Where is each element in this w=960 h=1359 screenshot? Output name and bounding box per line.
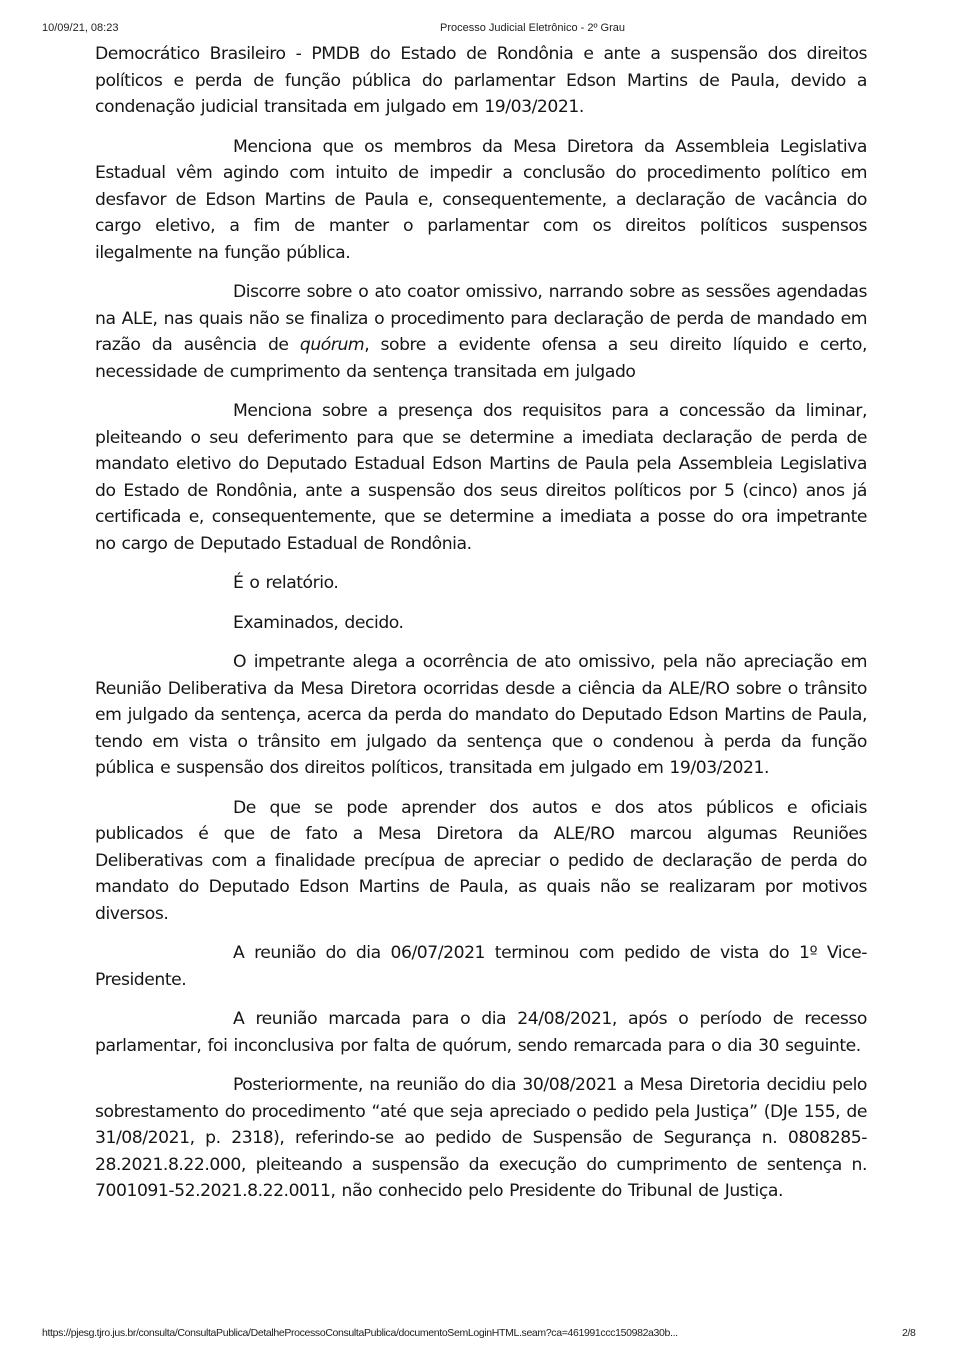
paragraph-text: Discorre sobre o ato coator omissivo, narrando sobre as sessões agendadas na ALE, nas quais não se finaliza o procedimento para declaração de perda de mandado em razão da ausência de xyxy=(95,282,867,355)
source-url: https://pjesg.tjro.jus.br/consulta/ConsultaPublica/DetalheProcessoConsultaPublica/documentoSemLoginHTML.seam?ca=461991ccc150982a30b... xyxy=(42,1327,678,1339)
page-footer xyxy=(0,1327,960,1341)
paragraph: Democrático Brasileiro - PMDB do Estado de Rondônia e ante a suspensão dos direitos políticos e perda de função pública do parlamentar Edson Martins de Paula, devido a condenação judicial transitada em julgado em 19/03/2021. xyxy=(95,44,867,117)
paragraph: A reunião do dia 06/07/2021 terminou com pedido de vista do 1º Vice-Presidente. xyxy=(95,943,867,990)
italic-term: quórum xyxy=(299,335,365,355)
paragraph: Menciona sobre a presença dos requisitos para a concessão da liminar, pleiteando o seu deferimento para que se determine a imediata declaração de perda de mandato eletivo do Deputado Estadual Edson Martins de Paula pela Assembleia Legislativa do Estado de Rondônia, ante a suspensão dos seus direitos políticos por 5 (cinco) anos já certificada e, consequentemente, que se determine a imediata a posse do ora impetrante no cargo de Deputado Estadual de Rondônia. xyxy=(95,401,867,554)
paragraph-text: , sobre a evidente ofensa a seu direito líquido e certo, necessidade de cumprimento da sentença transitada em julgado xyxy=(95,335,867,382)
paragraph: De que se pode aprender dos autos e dos atos públicos e oficiais publicados é que de fato a Mesa Diretora da ALE/RO marcou algumas Reuniões Deliberativas com a finalidade precípua de apreciar o pedido de declaração de perda do mandato do Deputado Edson Martins de Paula, as quais não se realizaram por motivos diversos. xyxy=(95,797,867,924)
paragraph: A reunião marcada para o dia 24/08/2021, após o período de recesso parlamentar, foi inconclusiva por falta de quórum, sendo remarcada para o dia 30 seguinte. xyxy=(95,1009,867,1056)
page-number: 2/8 xyxy=(902,1327,916,1339)
paragraph: Posteriormente, na reunião do dia 30/08/2021 a Mesa Diretoria decidiu pelo sobrestamento do procedimento “até que seja apreciado o pedido pela Justiça” (DJe 155, de 31/08/2021, p. 2318), referindo-se ao pedido de Suspensão de Segurança n. 0808285-28.2021.8.22.000, pleiteando a suspensão da execução do cumprimento de sentença n. 7001091-52.2021.8.22.0011, não conhecido pelo Presidente do Tribunal de Justiça. xyxy=(95,1075,867,1201)
paragraph: Menciona que os membros da Mesa Diretora da Assembleia Legislativa Estadual vêm agindo com intuito de impedir a conclusão do procedimento político em desfavor de Edson Martins de Paula e, consequentemente, a declaração de vacância do cargo eletivo, a fim de manter o parlamentar com os direitos políticos suspensos ilegalmente na função pública. xyxy=(95,136,867,263)
document-title: Processo Judicial Eletrônico - 2º Grau xyxy=(440,22,625,34)
document-body xyxy=(95,41,867,1218)
print-timestamp: 10/09/21, 08:23 xyxy=(42,22,119,34)
paragraph: O impetrante alega a ocorrência de ato omissivo, pela não apreciação em Reunião Deliberativa da Mesa Diretora ocorridas desde a ciência da ALE/RO sobre o trânsito em julgado da sentença, acerca da perda do mandato do Deputado Edson Martins de Paula, tendo em vista o trânsito em julgado da sentença que o condenou à perda da função pública e suspensão dos direitos políticos, transitada em julgado em 19/03/2021. xyxy=(95,652,867,778)
paragraph xyxy=(95,279,867,385)
paragraph: É o relatório. xyxy=(233,573,339,593)
page-header xyxy=(0,22,960,36)
paragraph: Examinados, decido. xyxy=(233,612,404,633)
